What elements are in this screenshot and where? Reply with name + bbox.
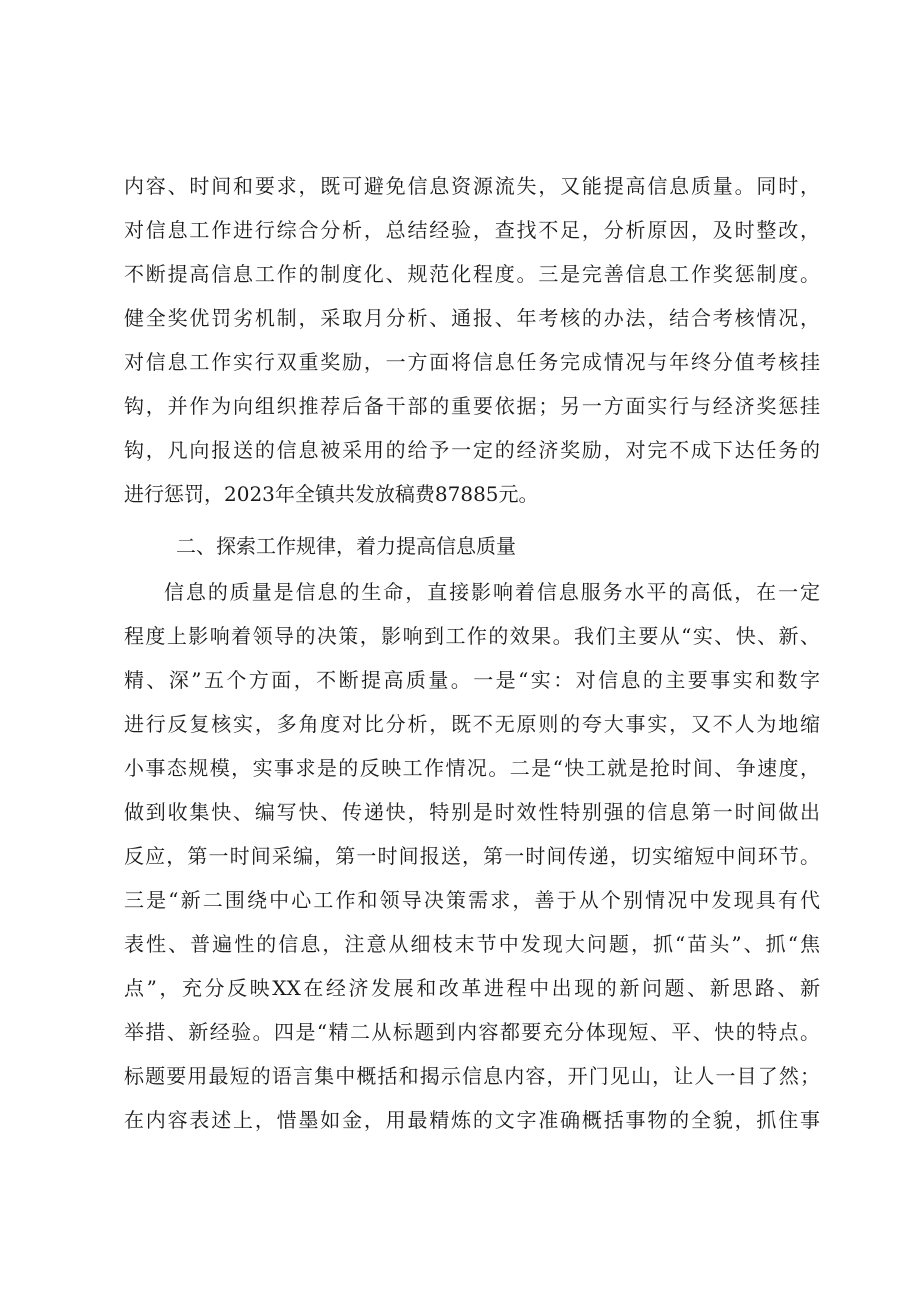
text-line: 表性、普遍性的信息，注意从细枝末节中发现大问题，抓“苗头”、抓“焦	[124, 932, 820, 956]
text-line: 内容、时间和要求，既可避免信息资源流失，又能提高信息质量。同时，	[124, 174, 820, 198]
text-line: 在内容表述上，惜墨如金，用最精炼的文字准确概括事物的全貌，抓住事	[124, 1108, 820, 1132]
text-line: 不断提高信息工作的制度化、规范化程度。三是完善信息工作奖惩制度。	[124, 262, 820, 286]
text-line: 点”，充分反映XX在经济发展和改革进程中出现的新问题、新思路、新	[124, 976, 820, 1000]
text-line: 反应，第一时间采编，第一时间报送，第一时间传递，切实缩短中间环节。	[124, 844, 820, 868]
text-line: 对信息工作实行双重奖励，一方面将信息任务完成情况与年终分值考核挂	[124, 350, 820, 374]
text-line: 健全奖优罚劣机制，采取月分析、通报、年考核的办法，结合考核情况，	[124, 306, 820, 330]
section-heading: 二、探索工作规律，着力提高信息质量	[176, 534, 516, 558]
text-line: 钩，凡向报送的信息被采用的给予一定的经济奖励，对完不成下达任务的	[124, 438, 820, 462]
text-line: 信息的质量是信息的生命，直接影响着信息服务水平的高低，在一定	[164, 580, 820, 604]
text-line: 标题要用最短的语言集中概括和揭示信息内容，开门见山，让人一目了然；	[124, 1064, 820, 1088]
text-line: 进行反复核实，多角度对比分析，既不无原则的夸大事实，又不人为地缩	[124, 712, 820, 736]
text-line: 进行惩罚，2023年全镇共发放稿费87885元。	[124, 482, 539, 506]
text-line: 举措、新经验。四是“精二从标题到内容都要充分体现短、平、快的特点。	[124, 1020, 820, 1044]
text-line: 对信息工作进行综合分析，总结经验，查找不足，分析原因，及时整改，	[124, 218, 820, 242]
text-line: 小事态规模，实事求是的反映工作情况。二是“快工就是抢时间、争速度，	[124, 756, 820, 780]
text-line: 精、深”五个方面，不断提高质量。一是“实：对信息的主要事实和数字	[124, 668, 820, 692]
text-line: 三是“新二围绕中心工作和领导决策需求，善于从个别情况中发现具有代	[124, 888, 820, 912]
text-line: 钩，并作为向组织推荐后备干部的重要依据；另一方面实行与经济奖惩挂	[124, 394, 820, 418]
text-line: 程度上影响着领导的决策，影响到工作的效果。我们主要从“实、快、新、	[124, 624, 820, 648]
text-line: 做到收集快、编写快、传递快，特别是时效性特别强的信息第一时间做出	[124, 800, 820, 824]
